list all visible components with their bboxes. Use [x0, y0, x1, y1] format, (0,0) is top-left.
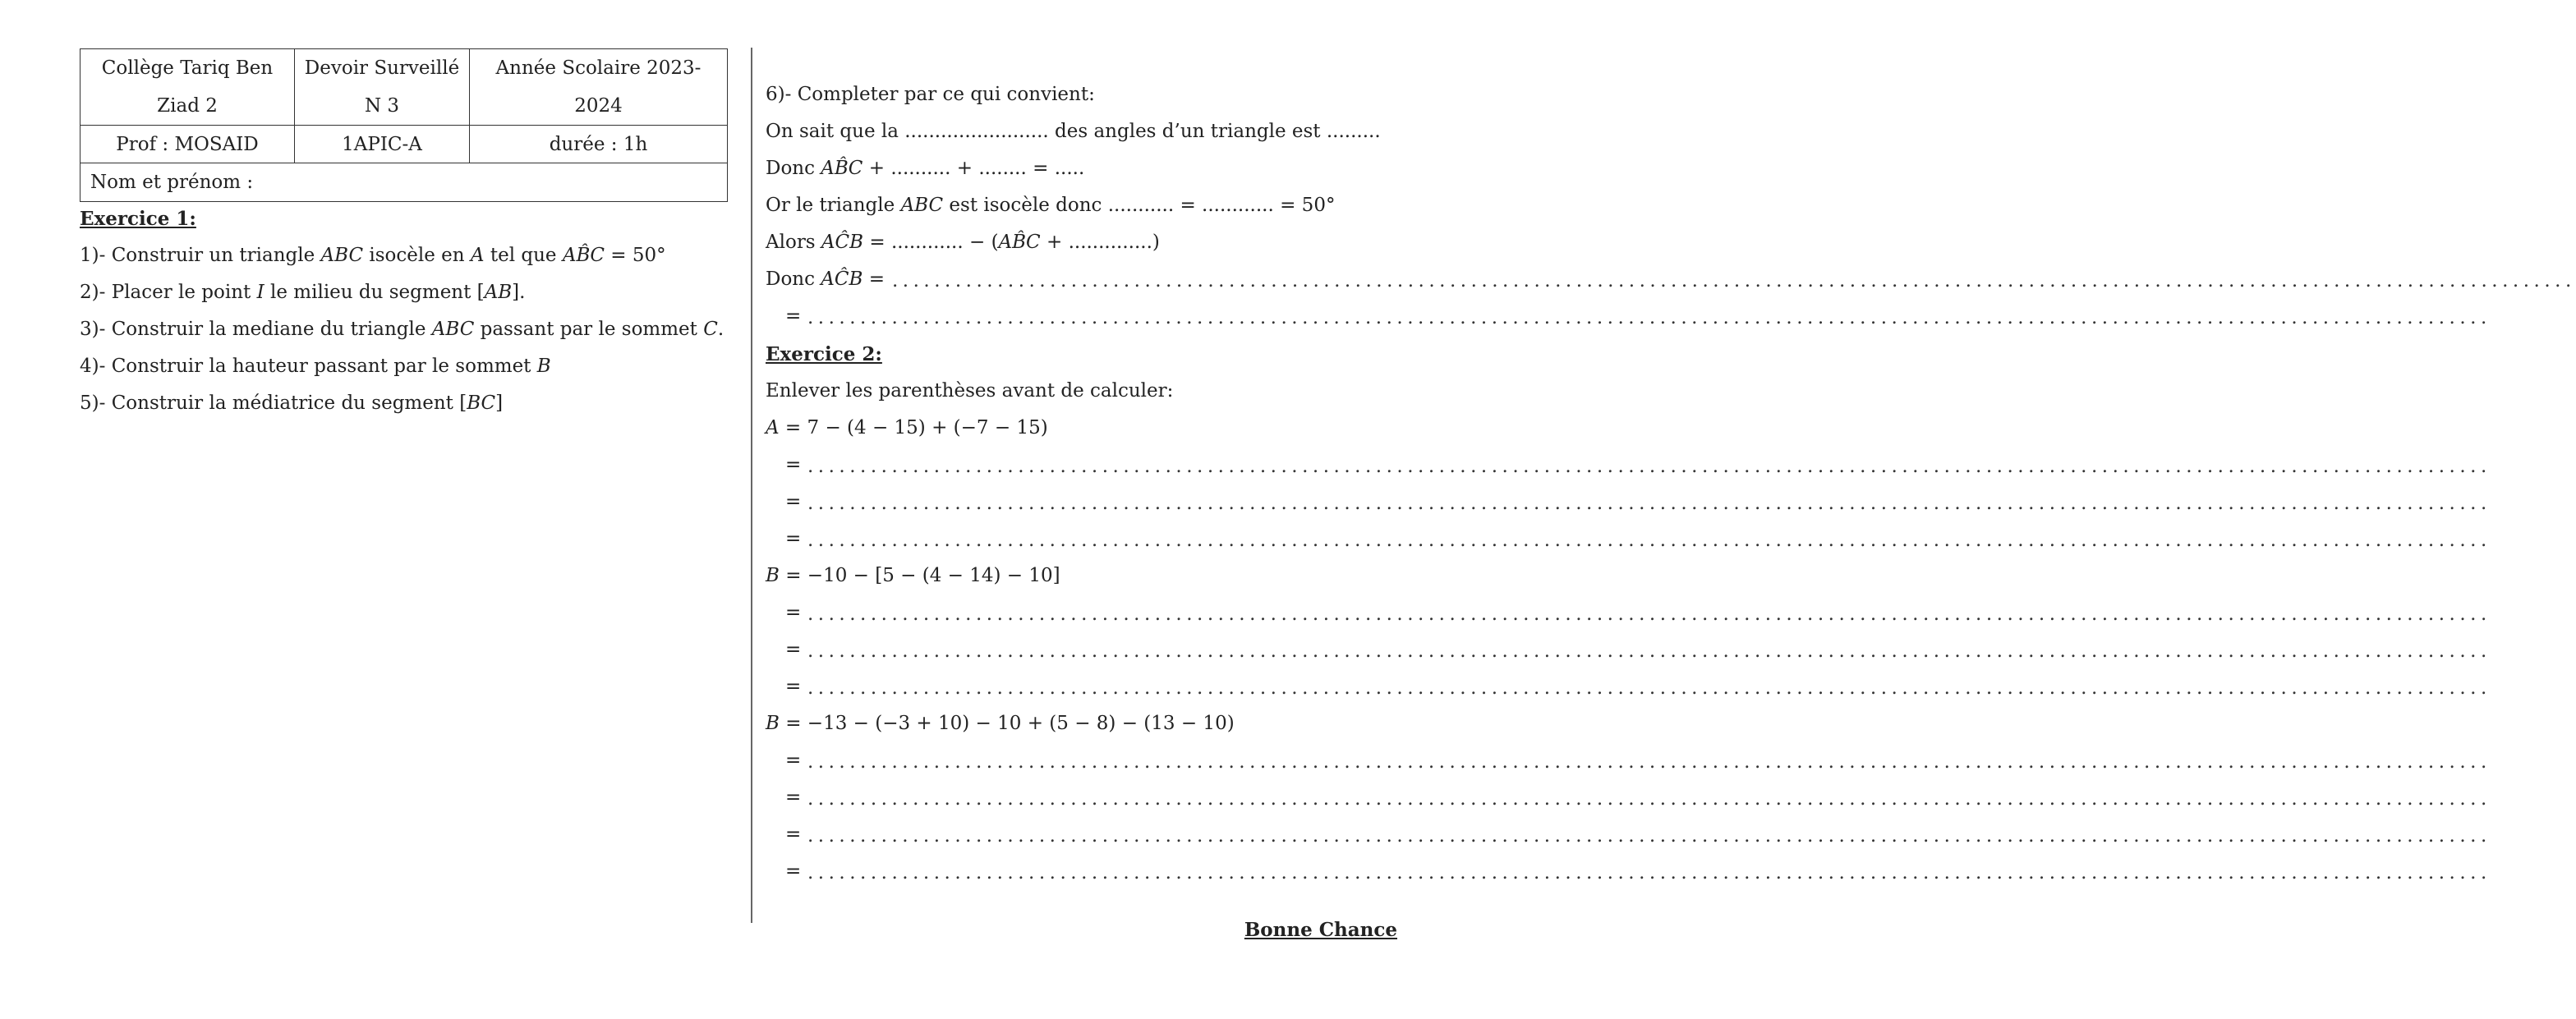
column-divider [751, 48, 752, 923]
name-field: Nom et prénom : [80, 163, 728, 202]
equals-sign: = [785, 861, 802, 882]
school-cell: Collège Tariq Ben Ziad 2 [80, 49, 295, 126]
exercise2-title: Exercice 2: [766, 343, 882, 365]
q6-line-4: Alors AĈB = ............ − (AB̂C + ..............) [766, 232, 1160, 253]
question-1: 1)- Construir un triangle ABC isocèle en A tel que AB̂C = 50° [80, 245, 666, 266]
answer-dots: ................................................................................................................................................................ [892, 270, 2576, 291]
equals-sign: = [785, 454, 802, 475]
equals-sign: = [785, 305, 802, 327]
answer-dots: ................................................................................................................................................................ [807, 456, 2491, 477]
question-3: 3)- Construir la mediane du triangle ABC passant par le sommet C. [80, 319, 724, 340]
expression-a: A = 7 − (4 − 15) + (−7 − 15) [766, 417, 1048, 438]
answer-dots: ................................................................................................................................................................ [807, 677, 2491, 699]
question-5: 5)- Construir la médiatrice du segment [BC] [80, 392, 504, 414]
expression-c: B = −13 − (−3 + 10) − 10 + (5 − 8) − (13 − 10) [766, 713, 1235, 734]
answer-dots: ................................................................................................................................................................ [807, 604, 2491, 625]
answer-dots: ................................................................................................................................................................ [807, 751, 2491, 773]
answer-dots: ................................................................................................................................................................ [807, 530, 2491, 551]
header-table [80, 48, 728, 202]
duration-cell: durée : 1h [470, 126, 728, 163]
question-4: 4)- Construir la hauteur passant par le sommet B [80, 356, 551, 377]
equals-sign: = [785, 528, 802, 549]
footer-bonne-chance: Bonne Chance [1244, 919, 1397, 941]
exercise2-instruction: Enlever les parenthèses avant de calculer: [766, 380, 1174, 402]
equals-sign: = [785, 676, 802, 697]
year-cell: Année Scolaire 2023-2024 [470, 49, 728, 126]
q6-line-5: Donc AĈB = [766, 269, 886, 290]
equals-sign: = [785, 824, 802, 845]
equals-sign: = [785, 750, 802, 771]
answer-dots: ................................................................................................................................................................ [807, 862, 2491, 884]
q6-line-1: On sait que la ........................ des angles d’un triangle est ......... [766, 121, 1381, 142]
equals-sign: = [785, 639, 802, 660]
equals-sign: = [785, 602, 802, 623]
equals-sign: = [785, 491, 802, 512]
answer-dots: ................................................................................................................................................................ [807, 307, 2491, 328]
equals-sign: = [785, 787, 802, 808]
answer-dots: ................................................................................................................................................................ [807, 788, 2491, 810]
question-6-title: 6)- Completer par ce qui convient: [766, 84, 1095, 105]
question-2: 2)- Placer le point I le milieu du segment [AB]. [80, 282, 526, 303]
answer-dots: ................................................................................................................................................................ [807, 825, 2491, 847]
q6-line-2: Donc AB̂C + .......... + ........ = ..... [766, 158, 1085, 179]
exercise1-title: Exercice 1: [80, 208, 196, 230]
expression-b: B = −10 − [5 − (4 − 14) − 10] [766, 565, 1060, 586]
exam-cell: Devoir Surveillé N 3 [295, 49, 470, 126]
answer-dots: ................................................................................................................................................................ [807, 493, 2491, 514]
answer-dots: ................................................................................................................................................................ [807, 640, 2491, 662]
class-cell: 1APIC-A [295, 126, 470, 163]
teacher-cell: Prof : MOSAID [80, 126, 295, 163]
q6-line-3: Or le triangle ABC est isocèle donc ........... = ............ = 50° [766, 195, 1336, 216]
